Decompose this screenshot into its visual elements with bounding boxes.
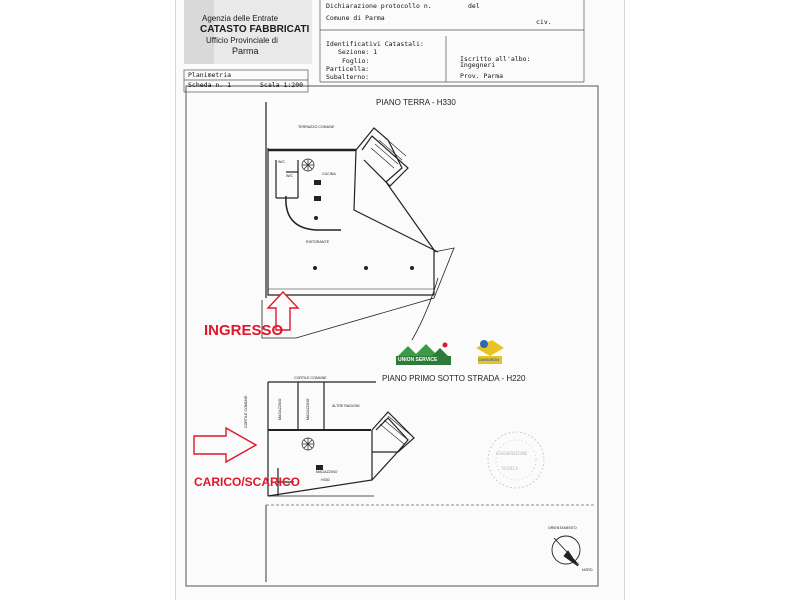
civ-label: civ.: [536, 18, 552, 26]
union-service-text: UNION SERVICE: [398, 357, 438, 363]
ground-floor-fixtures: [313, 180, 414, 270]
svg-text:TECNICA: TECNICA: [501, 466, 518, 471]
identificativi-label: Identificativi Catastali:: [326, 40, 424, 48]
ground-floor-title: PIANO TERRA - H330: [376, 98, 456, 107]
basement-title: PIANO PRIMO SOTTO STRADA - H220: [382, 374, 526, 383]
ristorante-label: RISTORANTE: [306, 240, 330, 244]
ground-floor-fan: [302, 159, 314, 171]
protocol-label: Dichiarazione protocollo n.: [326, 2, 432, 10]
loading-arrow: [194, 428, 256, 462]
carico-scarico-label: CARICO/SCARICO: [194, 475, 301, 489]
particella-label: Particella:: [326, 65, 370, 73]
protocol-del: del: [468, 2, 480, 10]
official-stamp: [488, 432, 544, 488]
basement-fan: [302, 438, 314, 450]
foglio-label: Foglio:: [342, 57, 370, 65]
sezione-label: Sezione: 1: [338, 48, 378, 56]
ingresso-label: INGRESSO: [204, 322, 284, 339]
planimetria-label: Planimetria: [188, 71, 232, 79]
svg-text:ASSEVERAZIONE: ASSEVERAZIONE: [496, 451, 528, 456]
floor-plan-document: [176, 0, 624, 600]
scala-label: Scala 1:200: [260, 81, 304, 89]
subalterno-label: Subalterno:: [326, 73, 370, 81]
floor-plan-drawing: [176, 0, 624, 600]
wc-label-1: W/C: [278, 160, 285, 164]
wc-label-2: W/C: [286, 174, 293, 178]
cortile-top-label: CORTILE COMUNE: [294, 376, 327, 380]
basement-plan: [266, 382, 596, 582]
agency-line4: Parma: [232, 46, 259, 56]
altre-ragioni-label: ALTRE RAGIONI: [332, 404, 360, 408]
orientamento-label: ORIENTAMENTO: [548, 526, 577, 530]
iscritto-value: Ingegneri: [460, 61, 496, 69]
terrazzo-label: TERRAZZO COMUNE: [298, 125, 335, 129]
agency-line2: CATASTO FABBRICATI: [200, 24, 310, 35]
magazzino-label-1: MAGAZZINO: [278, 398, 282, 420]
magazzino-label-2: MAGAZZINO: [306, 398, 310, 420]
magazzino-height-label: H330: [321, 478, 330, 482]
comune-label: Comune di Parma: [326, 14, 385, 22]
north-arrow: [552, 536, 580, 566]
cortile-side-label: CORTILE COMUNE: [244, 395, 248, 428]
consorzio-text: CONSORZIO: [478, 358, 500, 362]
magazzino-main-label: MAGAZZINO: [316, 470, 338, 474]
agency-line3: Ufficio Provinciale di: [206, 36, 278, 45]
nord-label: NORD: [582, 568, 593, 572]
agency-line1: Agenzia delle Entrate: [202, 14, 279, 23]
cucina-label: CUCINA: [322, 172, 336, 176]
scheda-label: Scheda n. 1: [188, 81, 232, 89]
prov-label: Prov. Parma: [460, 72, 504, 80]
iscritto-label: Iscritto all'albo:: [460, 55, 531, 63]
